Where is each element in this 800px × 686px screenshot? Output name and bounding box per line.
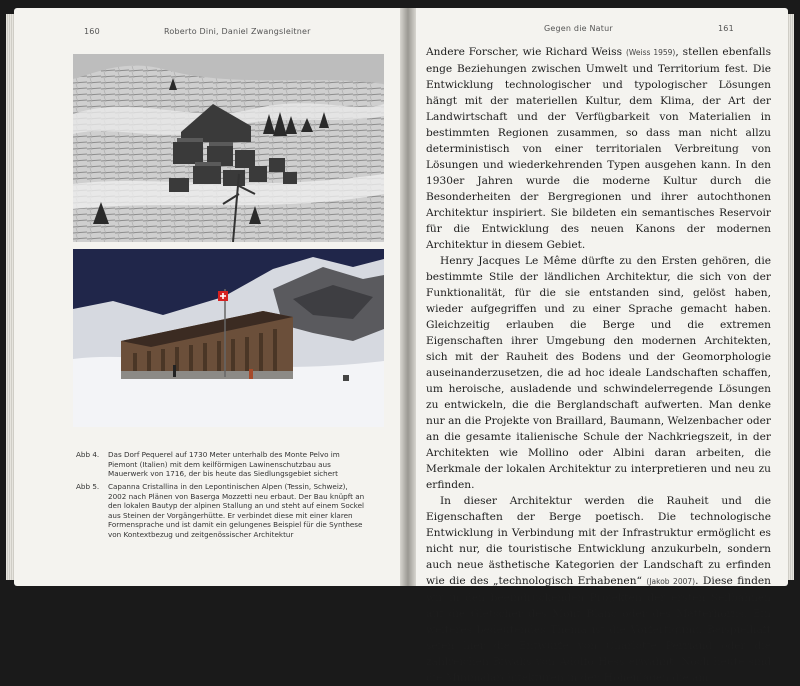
village-photo-illustration bbox=[73, 54, 384, 242]
body-text bbox=[426, 44, 771, 686]
caption-label: Abb 4. bbox=[76, 450, 100, 459]
right-running-head: Gegen die Natur bbox=[544, 24, 613, 33]
book-gutter bbox=[400, 8, 416, 586]
citation: (Jakob 2007) bbox=[646, 577, 696, 586]
mountain-hut-illustration bbox=[73, 249, 384, 427]
left-running-head: Roberto Dini, Daniel Zwangsleitner bbox=[164, 27, 311, 36]
paragraph-text: Henry Jacques Le Même dürfte zu den Ersten gehören, die bestimmte Stile der ländlichen Architektur, die sich von der Funktionalität, für die sie entstanden sind, gelöst haben, wieder aufgegriffen und zu einer Sprache gemacht haben. Gleichzeitig erlauben die Berge und die extremen Eigenschaften ihrer Umgebung den modernen Architekten, sich mit der Rauheit des Bodens und der Geomorphologie auseinanderzusetzen, die ad hoc ideale Landschaften schaffen, um heroische, ausladende und schwindelerregende Lösungen zu entwickeln, die die Berglandschaft aufwerten. Man denke nur an die Projekte von Braillard, Baumann, Welzenbacher oder an die gesamte italienische Schule der Nachkriegszeit, in der Architekten wie Mollino oder Albini daran arbeiten, die Merkmale der lokalen Architektur zu interpretieren und neu zu erfinden. bbox=[426, 255, 771, 491]
paragraph bbox=[426, 44, 771, 253]
caption-abb-4 bbox=[76, 450, 366, 479]
paragraph-text: In dieser Architektur werden die Rauheit und die Eigenschaften der Berge poetisch. Die technologische Entwicklung in Verbindung mit der Infrastruktur ermöglicht es nicht nur, die touristische Entwicklung anzukurbeln, sondern auch neue ästhetische Kategorien der Landschaft zu erfinden wie die des „technologisch Erhabenen“ bbox=[426, 495, 771, 587]
paragraph-text: . Diese finden wir in den beeindruckenden Projekten der ersten Seilbahnen auf die Gletscher des Mont Blanc oder des Matterhorns. Ein weiteres bedeutendes Thema ist die Vorfertigung. Beispielhaft seien hier die Entwürfe von Charlotte Perriand oder die zahlreichen Biwaks von Adolfo Hess erwähnt. Noch heute sind die Minimalarchitekturen in den Höhenlagen die am bbox=[426, 575, 771, 684]
right-page-number: 161 bbox=[718, 24, 734, 33]
paragraph bbox=[426, 253, 771, 493]
citation: (Weiss 1959) bbox=[625, 48, 676, 57]
mountain-hut-photo bbox=[73, 249, 384, 427]
caption-abb-5 bbox=[76, 482, 366, 540]
paragraph bbox=[426, 493, 771, 686]
caption-label: Abb 5. bbox=[76, 482, 100, 491]
caption-text: Capanna Cristallina in den Lepontinischen Alpen (Tessin, Schweiz), 2002 nach Plänen von Baserga Mozzetti neu erbaut. Der Bau knüpft an den lokalen Bautyp der alpinen Stallung an und steht auf einem Sockel aus Steinen der Vorgängerhütte. Er verbindet diese mit einer klaren Formensprache und ist damit ein gelungenes Beispiel für die Synthese von Kontextbezug und zeitgenössischer Architektur bbox=[108, 482, 365, 539]
left-page-number: 160 bbox=[84, 27, 100, 36]
paragraph-text: , stellen ebenfalls enge Beziehungen zwischen Umwelt und Territorium fest. Die Entwicklung technologischer und typologischer Lösungen hängt mit der materiellen Kultur, dem Klima, der Art der Landwirtschaft und der Verfügbarkeit von Materialien in bestimmten Regionen zusammen, so dass man nicht allzu deterministisch von einer territorialen Verbreitung von Lösungen und wiederkehrenden Typen ausgehen kann. In den 1930er Jahren wurde die moderne Kultur durch die Besonderheiten der Bergregionen und ihrer autochthonen Architektur inspiriert. Sie bildeten ein semantisches Reservoir für die Entwicklung des neuen Kanons der modernen Architektur in diesem Gebiet. bbox=[426, 46, 771, 251]
caption-text: Das Dorf Pequerel auf 1730 Meter unterhalb des Monte Pelvo im Piemont (Italien) mit dem keilförmigen Lawinenschutzbau aus Mauerwerk von 1716, der bis heute das Siedlungsgebiet sichert bbox=[108, 450, 340, 479]
paragraph-text: Andere Forscher, wie Richard Weiss bbox=[426, 46, 626, 58]
village-photo bbox=[73, 54, 384, 242]
